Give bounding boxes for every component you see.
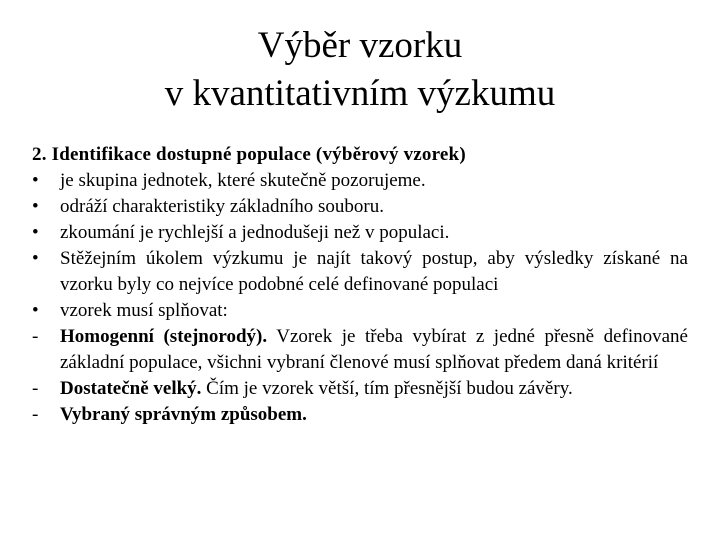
bullet-marker: • — [32, 248, 39, 269]
bullet-item — [32, 246, 688, 298]
bullet-item — [32, 298, 688, 324]
bullet-marker: • — [32, 222, 39, 243]
title-line-1: Výběr vzorku — [257, 25, 463, 66]
bullet-text: Stěžejním úkolem výzkumu je najít takový postup, aby výsledky získané na vzorku byly co nejvíce podobné celé definované populaci — [60, 248, 688, 295]
section-heading: 2. Identifikace dostupné populace (výběrový vzorek) — [32, 144, 466, 165]
slide-content — [32, 142, 688, 428]
bullet-item — [32, 168, 688, 194]
bullet-text: vzorek musí splňovat: — [60, 300, 228, 321]
requirement-item — [32, 376, 688, 402]
slide-title — [0, 22, 720, 118]
bullet-text: zkoumání je rychlejší a jednodušeji než v populaci. — [60, 222, 450, 243]
bullet-marker: • — [32, 170, 39, 191]
dash-marker: - — [32, 326, 39, 347]
dash-marker: - — [32, 404, 39, 425]
requirement-item — [32, 402, 688, 428]
requirement-text: Čím je vzorek větší, tím přesnější budou závěry. — [201, 378, 573, 399]
bullet-marker: • — [32, 196, 39, 217]
requirement-title: Homogenní (stejnorodý). — [60, 326, 268, 347]
bullet-text: je skupina jednotek, které skutečně pozorujeme. — [60, 170, 426, 191]
requirement-title: Vybraný správným způsobem. — [60, 404, 307, 425]
requirement-item — [32, 324, 688, 376]
title-line-2: v kvantitativním výzkumu — [164, 73, 556, 114]
bullet-text: odráží charakteristiky základního souboru. — [60, 196, 384, 217]
requirement-title: Dostatečně velký. — [60, 378, 202, 399]
requirement-text: Vzorek je třeba vybírat z jedné přesně definované základní populace, všichni vybraní členové musí splňovat předem daná kritérií — [60, 326, 688, 373]
bullet-marker: • — [32, 300, 39, 321]
bullet-item — [32, 194, 688, 220]
bullet-item — [32, 220, 688, 246]
dash-marker: - — [32, 378, 39, 399]
